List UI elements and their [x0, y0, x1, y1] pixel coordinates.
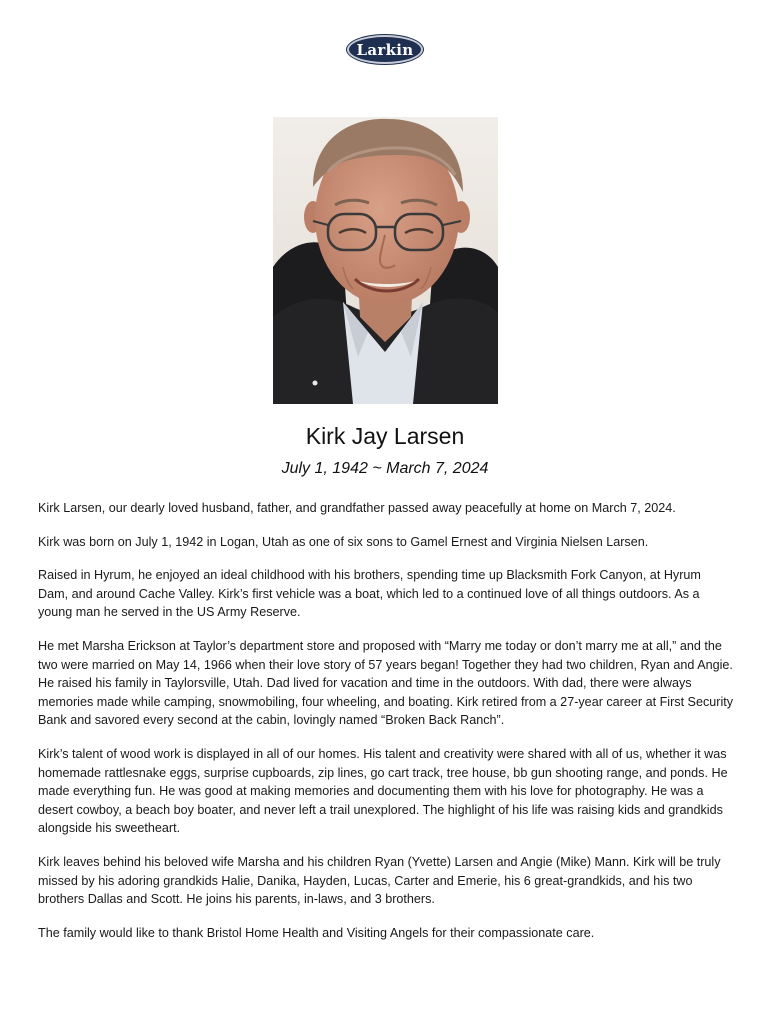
obituary-paragraph: Kirk Larsen, our dearly loved husband, father, and grandfather passed away peacefully at home on March 7, 2024.: [38, 501, 676, 515]
logo-text: Larkin: [356, 40, 414, 59]
obituary-paragraph: The family would like to thank Bristol Home Health and Visiting Angels for their compassionate care.: [38, 925, 595, 940]
obituary-text: [38, 499, 734, 957]
deceased-name: Kirk Jay Larsen: [305, 423, 465, 449]
obituary-paragraph: Kirk was born on July 1, 1942 in Logan, Utah as one of six sons to Gamel Ernest and Virginia Nielsen Larsen.: [38, 534, 649, 549]
obituary-paragraph: He met Marsha Erickson at Taylor’s department store and proposed with “Marry me today or don’t marry me at all,” and the two were married on May 14, 1966 when their love story of 57 years began! Together they had two children, Ryan and Angie. He raised his family in Taylorsville, Utah. Dad lived for vacation and time in the outdoors. With dad, there were always memories made while camping, snowmobiling, four wheeling, and boating. Kirk retired from a 27-year career at First Security Bank and savored every second at the cabin, lovingly named “Broken Back Ranch”.: [38, 638, 734, 728]
obituary-paragraph: Kirk leaves behind his beloved wife Marsha and his children Ryan (Yvette) Larsen and Angie (Mike) Mann. Kirk will be truly missed by his adoring grandkids Halie, Danika, Hayden, Lucas, Carter and Emerie, his 6 great-grandkids, and his two brothers Dallas and Scott. He joins his parents, in-laws, and 3 brothers.: [38, 854, 721, 907]
obituary-paragraph: Raised in Hyrum, he enjoyed an ideal childhood with his brothers, spending time up Blacksmith Fork Canyon, at Hyrum Dam, and around Cache Valley. Kirk’s first vehicle was a boat, which led to a continued love of all things outdoors. As a young man he served in the US Army Reserve.: [38, 568, 701, 620]
portrait-photo: [273, 117, 498, 404]
larkin-logo: [347, 35, 423, 64]
obituary-paragraph: Kirk’s talent of wood work is displayed in all of our homes. His talent and creativity were shared with all of us, whether it was homemade rattlesnake eggs, surprise cupboards, zip lines, go cart track, tree house, bb gun shooting range, and ponds. He made everything fun. He was good at making memories and documenting them with his love for photography. He was a desert cowboy, a beach boy boater, and never left a trail unexplored. The highlight of his life was raising kids and grandkids alongside his sweetheart.: [38, 746, 728, 836]
logo-container: [0, 35, 770, 64]
life-dates: July 1, 1942 ~ March 7, 2024: [281, 460, 489, 477]
portrait-illustration: [273, 117, 498, 404]
